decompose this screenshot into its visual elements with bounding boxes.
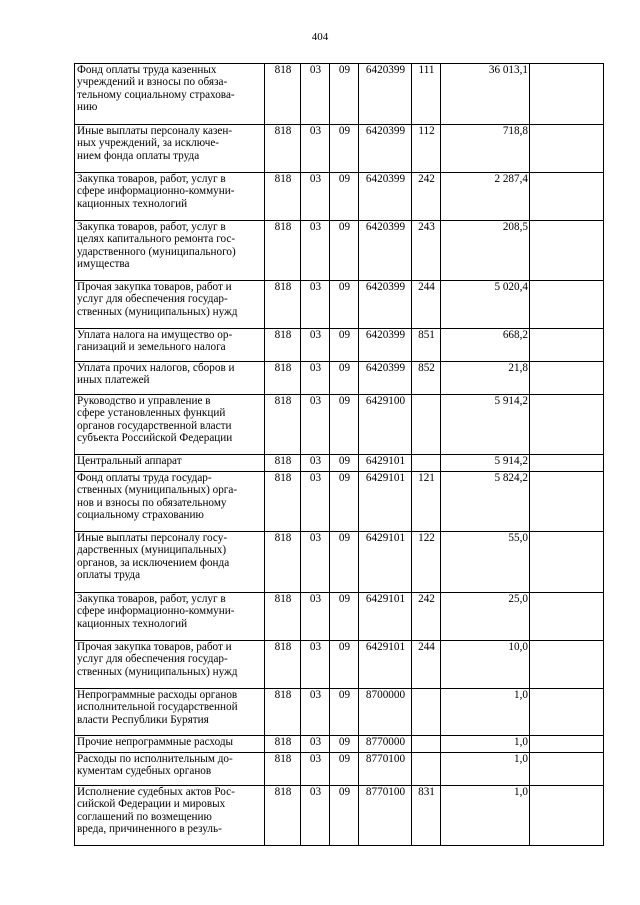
cell-ministry-code: 818 <box>265 455 301 472</box>
row-name-text: Руководство и управление в сфере установленных функций органов государственной власти субъекта Российской Федерации <box>77 395 233 444</box>
cell-ministry-code: 818 <box>265 64 301 125</box>
cell-expense-type: 244 <box>412 641 441 689</box>
cell-amount: 25,0 <box>441 593 530 641</box>
cell-section-code: 03 <box>301 125 330 173</box>
cell-empty <box>530 689 604 736</box>
cell-target-article: 6420399 <box>359 329 412 362</box>
cell-expense-type: 831 <box>412 786 441 846</box>
table-row <box>75 173 604 221</box>
cell-ministry-code: 818 <box>265 362 301 395</box>
cell-target-article: 6429101 <box>359 455 412 472</box>
cell-amount: 36 013,1 <box>441 64 530 125</box>
cell-amount: 5 020,4 <box>441 281 530 329</box>
row-name-text: Фонд оплаты труда государ- ственных (муниципальных) орга- нов и взносы по обязательному социальному страхованию <box>77 472 238 521</box>
cell-expense-type <box>412 395 441 455</box>
cell-amount: 10,0 <box>441 641 530 689</box>
cell-subsection-code: 09 <box>330 173 359 221</box>
row-name-text: Расходы по исполнительным до- кументам судебных органов <box>77 753 233 778</box>
cell-ministry-code: 818 <box>265 125 301 173</box>
row-name-text: Непрограммные расходы органов исполнительной государственной власти Республики Бурятия <box>77 689 238 726</box>
cell-target-article: 6420399 <box>359 221 412 281</box>
cell-section-code: 03 <box>301 455 330 472</box>
cell-ministry-code: 818 <box>265 329 301 362</box>
table-row <box>75 472 604 532</box>
cell-amount: 668,2 <box>441 329 530 362</box>
cell-section-code: 03 <box>301 281 330 329</box>
cell-expense-type: 851 <box>412 329 441 362</box>
cell-subsection-code: 09 <box>330 641 359 689</box>
cell-empty <box>530 329 604 362</box>
cell-amount: 718,8 <box>441 125 530 173</box>
row-name-text: Исполнение судебных актов Рос- сийской Федерации и мировых соглашений по возмещению вреда, причиненного в резуль- <box>77 786 235 835</box>
cell-ministry-code: 818 <box>265 532 301 593</box>
cell-subsection-code: 09 <box>330 736 359 753</box>
page-number: 404 <box>311 31 329 43</box>
cell-subsection-code: 09 <box>330 455 359 472</box>
row-name-text: Закупка товаров, работ, услуг в целях капитального ремонта гос- ударственного (муниципального) имущества <box>77 221 236 270</box>
budget-table <box>74 63 604 846</box>
row-name-text: Закупка товаров, работ, услуг в сфере информационно-коммуни- кационных технологий <box>77 173 235 210</box>
cell-ministry-code: 818 <box>265 281 301 329</box>
table-row <box>75 593 604 641</box>
cell-name <box>75 329 265 362</box>
cell-section-code: 03 <box>301 736 330 753</box>
cell-subsection-code: 09 <box>330 329 359 362</box>
cell-target-article: 6420399 <box>359 125 412 173</box>
cell-subsection-code: 09 <box>330 281 359 329</box>
cell-section-code: 03 <box>301 593 330 641</box>
row-name-text: Уплата прочих налогов, сборов и иных платежей <box>77 362 235 387</box>
cell-empty <box>530 125 604 173</box>
cell-name <box>75 362 265 395</box>
row-name-text: Фонд оплаты труда казенных учреждений и взносы по обяза- тельному социальному страхова- нию <box>77 64 235 113</box>
cell-name <box>75 689 265 736</box>
cell-empty <box>530 593 604 641</box>
cell-ministry-code: 818 <box>265 395 301 455</box>
cell-subsection-code: 09 <box>330 532 359 593</box>
cell-empty <box>530 64 604 125</box>
cell-section-code: 03 <box>301 329 330 362</box>
table-row <box>75 281 604 329</box>
cell-empty <box>530 281 604 329</box>
cell-empty <box>530 641 604 689</box>
table-row <box>75 641 604 689</box>
table-row <box>75 689 604 736</box>
cell-empty <box>530 753 604 786</box>
cell-amount: 1,0 <box>441 786 530 846</box>
cell-name <box>75 532 265 593</box>
cell-empty <box>530 472 604 532</box>
cell-subsection-code: 09 <box>330 689 359 736</box>
cell-empty <box>530 362 604 395</box>
cell-subsection-code: 09 <box>330 125 359 173</box>
cell-section-code: 03 <box>301 472 330 532</box>
cell-expense-type <box>412 455 441 472</box>
cell-expense-type: 112 <box>412 125 441 173</box>
cell-expense-type <box>412 753 441 786</box>
cell-name <box>75 786 265 846</box>
cell-section-code: 03 <box>301 786 330 846</box>
cell-empty <box>530 173 604 221</box>
cell-target-article: 8770000 <box>359 736 412 753</box>
table-row <box>75 329 604 362</box>
cell-target-article: 6420399 <box>359 281 412 329</box>
cell-target-article: 6420399 <box>359 173 412 221</box>
cell-section-code: 03 <box>301 221 330 281</box>
cell-expense-type <box>412 689 441 736</box>
cell-name <box>75 753 265 786</box>
row-name-text: Прочая закупка товаров, работ и услуг для обеспечения государ- ственных (муниципальных) нужд <box>77 641 238 678</box>
cell-section-code: 03 <box>301 532 330 593</box>
cell-subsection-code: 09 <box>330 221 359 281</box>
cell-expense-type: 111 <box>412 64 441 125</box>
cell-expense-type: 242 <box>412 173 441 221</box>
cell-name <box>75 736 265 753</box>
cell-target-article: 8700000 <box>359 689 412 736</box>
cell-empty <box>530 395 604 455</box>
cell-expense-type: 244 <box>412 281 441 329</box>
row-name-text: Центральный аппарат <box>77 455 182 467</box>
cell-empty <box>530 736 604 753</box>
cell-amount: 2 287,4 <box>441 173 530 221</box>
cell-name <box>75 641 265 689</box>
table-row <box>75 362 604 395</box>
cell-subsection-code: 09 <box>330 786 359 846</box>
cell-ministry-code: 818 <box>265 593 301 641</box>
cell-amount: 1,0 <box>441 689 530 736</box>
cell-target-article: 6429101 <box>359 593 412 641</box>
cell-name <box>75 221 265 281</box>
cell-target-article: 6420399 <box>359 64 412 125</box>
table-row <box>75 753 604 786</box>
cell-name <box>75 125 265 173</box>
cell-ministry-code: 818 <box>265 221 301 281</box>
cell-amount: 208,5 <box>441 221 530 281</box>
cell-ministry-code: 818 <box>265 689 301 736</box>
cell-name <box>75 455 265 472</box>
cell-target-article: 8770100 <box>359 786 412 846</box>
cell-ministry-code: 818 <box>265 472 301 532</box>
cell-amount: 5 824,2 <box>441 472 530 532</box>
cell-amount: 5 914,2 <box>441 455 530 472</box>
cell-amount: 1,0 <box>441 753 530 786</box>
cell-ministry-code: 818 <box>265 641 301 689</box>
cell-ministry-code: 818 <box>265 736 301 753</box>
table-row <box>75 532 604 593</box>
cell-subsection-code: 09 <box>330 593 359 641</box>
cell-empty <box>530 532 604 593</box>
table-row <box>75 125 604 173</box>
cell-empty <box>530 786 604 846</box>
row-name-text: Закупка товаров, работ, услуг в сфере информационно-коммуни- кационных технологий <box>77 593 235 630</box>
cell-subsection-code: 09 <box>330 362 359 395</box>
cell-name <box>75 64 265 125</box>
cell-ministry-code: 818 <box>265 173 301 221</box>
cell-section-code: 03 <box>301 64 330 125</box>
table-row <box>75 221 604 281</box>
cell-expense-type: 121 <box>412 472 441 532</box>
cell-name <box>75 395 265 455</box>
table-row <box>75 736 604 753</box>
cell-expense-type: 243 <box>412 221 441 281</box>
cell-section-code: 03 <box>301 689 330 736</box>
cell-name <box>75 281 265 329</box>
cell-ministry-code: 818 <box>265 753 301 786</box>
cell-empty <box>530 455 604 472</box>
cell-subsection-code: 09 <box>330 753 359 786</box>
cell-name <box>75 472 265 532</box>
table-row <box>75 395 604 455</box>
cell-target-article: 6420399 <box>359 362 412 395</box>
cell-target-article: 6429101 <box>359 472 412 532</box>
cell-subsection-code: 09 <box>330 395 359 455</box>
cell-amount: 55,0 <box>441 532 530 593</box>
cell-target-article: 6429101 <box>359 641 412 689</box>
cell-amount: 1,0 <box>441 736 530 753</box>
cell-expense-type <box>412 736 441 753</box>
cell-subsection-code: 09 <box>330 472 359 532</box>
cell-name <box>75 593 265 641</box>
cell-expense-type: 122 <box>412 532 441 593</box>
cell-section-code: 03 <box>301 173 330 221</box>
row-name-text: Уплата налога на имущество ор- ганизаций и земельного налога <box>77 329 233 354</box>
cell-target-article: 8770100 <box>359 753 412 786</box>
row-name-text: Иные выплаты персоналу госу- дарственных (муниципальных) органов, за исключением фонда оплаты труда <box>77 532 230 581</box>
cell-name <box>75 173 265 221</box>
cell-section-code: 03 <box>301 395 330 455</box>
table-row <box>75 64 604 125</box>
cell-empty <box>530 221 604 281</box>
table-row <box>75 455 604 472</box>
cell-target-article: 6429100 <box>359 395 412 455</box>
row-name-text: Иные выплаты персоналу казен- ных учреждений, за исключе- нием фонда оплаты труда <box>77 125 233 162</box>
cell-section-code: 03 <box>301 362 330 395</box>
table-row <box>75 786 604 846</box>
row-name-text: Прочая закупка товаров, работ и услуг для обеспечения государ- ственных (муниципальных) нужд <box>77 281 238 318</box>
cell-amount: 21,8 <box>441 362 530 395</box>
cell-subsection-code: 09 <box>330 64 359 125</box>
row-name-text: Прочие непрограммные расходы <box>77 736 234 748</box>
cell-expense-type: 242 <box>412 593 441 641</box>
cell-expense-type: 852 <box>412 362 441 395</box>
cell-section-code: 03 <box>301 641 330 689</box>
cell-ministry-code: 818 <box>265 786 301 846</box>
cell-section-code: 03 <box>301 753 330 786</box>
cell-amount: 5 914,2 <box>441 395 530 455</box>
cell-target-article: 6429101 <box>359 532 412 593</box>
